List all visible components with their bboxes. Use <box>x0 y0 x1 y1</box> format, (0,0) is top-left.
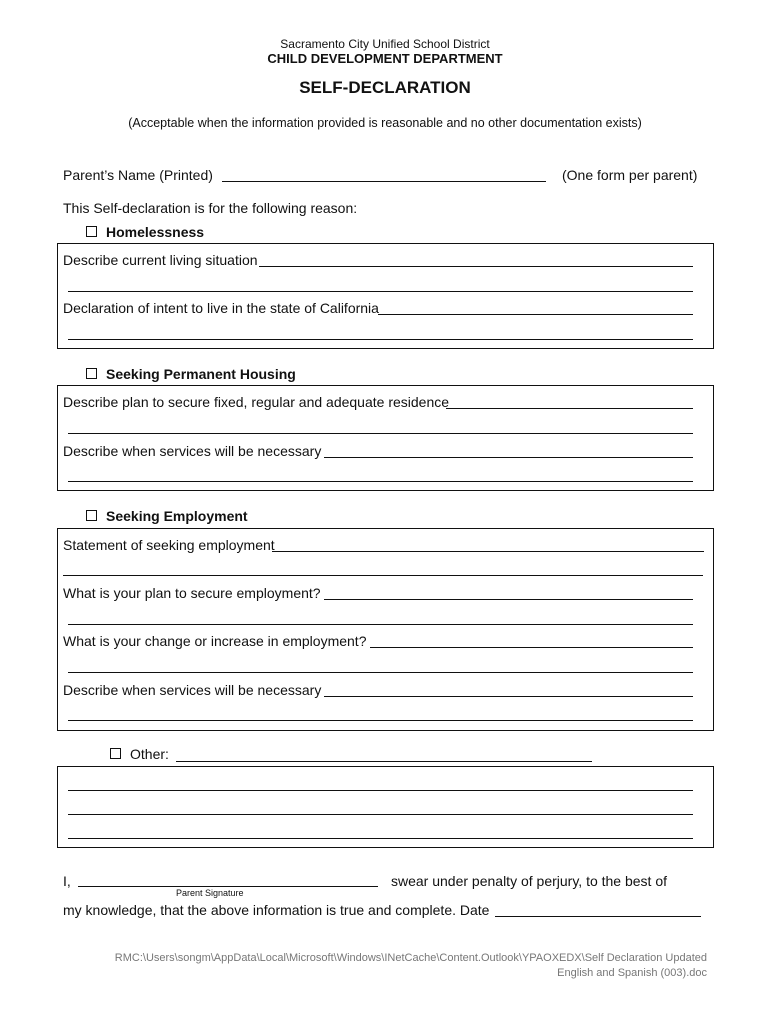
employment-plan-label: What is your plan to secure employment? <box>63 585 321 601</box>
other-field-3[interactable] <box>68 814 693 815</box>
footer-line-2: English and Spanish (003).doc <box>557 967 707 979</box>
housing-services-field-2[interactable] <box>68 481 693 482</box>
date-field[interactable] <box>495 916 701 917</box>
housing-services-label: Describe when services will be necessary <box>63 443 322 459</box>
intent-california-field[interactable] <box>378 314 693 315</box>
employment-services-label: Describe when services will be necessary <box>63 682 322 698</box>
other-label: Other: <box>130 746 169 762</box>
employment-services-field[interactable] <box>324 696 693 697</box>
district-name: Sacramento City Unified School District <box>280 37 490 51</box>
one-form-hint: (One form per parent) <box>562 167 698 183</box>
homelessness-label: Homelessness <box>106 224 205 240</box>
reason-intro: This Self-declaration is for the following reason: <box>63 200 358 216</box>
employment-statement-label: Statement of seeking employment <box>63 537 275 553</box>
other-checkbox[interactable] <box>110 748 121 759</box>
department-name: CHILD DEVELOPMENT DEPARTMENT <box>267 51 503 66</box>
knowledge-text: my knowledge, that the above information is true and complete. Date <box>63 902 490 918</box>
housing-checkbox[interactable] <box>86 368 97 379</box>
file-path-footer <box>47 951 707 981</box>
signature-field[interactable] <box>78 886 378 887</box>
living-situation-field[interactable] <box>259 266 693 267</box>
employment-change-label: What is your change or increase in employment? <box>63 633 367 649</box>
employment-box <box>57 528 714 731</box>
other-box <box>57 766 714 848</box>
parent-name-field[interactable] <box>222 181 546 182</box>
page-title: SELF-DECLARATION <box>299 78 471 97</box>
employment-plan-field-2[interactable] <box>68 624 693 625</box>
employment-plan-field[interactable] <box>324 599 693 600</box>
other-field-2[interactable] <box>68 790 693 791</box>
intent-california-field-2[interactable] <box>68 339 693 340</box>
housing-label: Seeking Permanent Housing <box>106 366 296 382</box>
other-option[interactable] <box>110 746 169 763</box>
employment-option[interactable] <box>86 508 248 525</box>
living-situation-label: Describe current living situation <box>63 252 258 268</box>
housing-option[interactable] <box>86 366 296 383</box>
employment-change-field[interactable] <box>370 647 693 648</box>
homelessness-option[interactable] <box>86 224 204 241</box>
signature-caption: Parent Signature <box>176 888 244 898</box>
homelessness-checkbox[interactable] <box>86 226 97 237</box>
other-field[interactable] <box>176 761 592 762</box>
parent-name-label: Parent’s Name (Printed) <box>63 167 213 183</box>
residence-plan-label: Describe plan to secure fixed, regular and adequate residence <box>63 394 450 410</box>
employment-statement-field[interactable] <box>272 551 704 552</box>
signature-prefix: I, <box>63 873 71 889</box>
footer-line-1: RMC:\Users\songm\AppData\Local\Microsoft\Windows\INetCache\Content.Outlook\YPAOXEDX\Self Declaration Updated <box>114 952 707 964</box>
residence-plan-field[interactable] <box>446 408 693 409</box>
acceptance-note: (Acceptable when the information provided is reasonable and no other documentation exists) <box>128 116 642 130</box>
residence-plan-field-2[interactable] <box>68 433 693 434</box>
housing-services-field[interactable] <box>324 457 693 458</box>
living-situation-field-2[interactable] <box>68 291 693 292</box>
employment-checkbox[interactable] <box>86 510 97 521</box>
employment-services-field-2[interactable] <box>68 720 693 721</box>
employment-label: Seeking Employment <box>106 508 248 524</box>
swear-text: swear under penalty of perjury, to the best of <box>391 873 668 889</box>
employment-statement-field-2[interactable] <box>63 575 703 576</box>
intent-california-label: Declaration of intent to live in the state of California <box>63 300 379 316</box>
other-field-4[interactable] <box>68 838 693 839</box>
employment-change-field-2[interactable] <box>68 672 693 673</box>
